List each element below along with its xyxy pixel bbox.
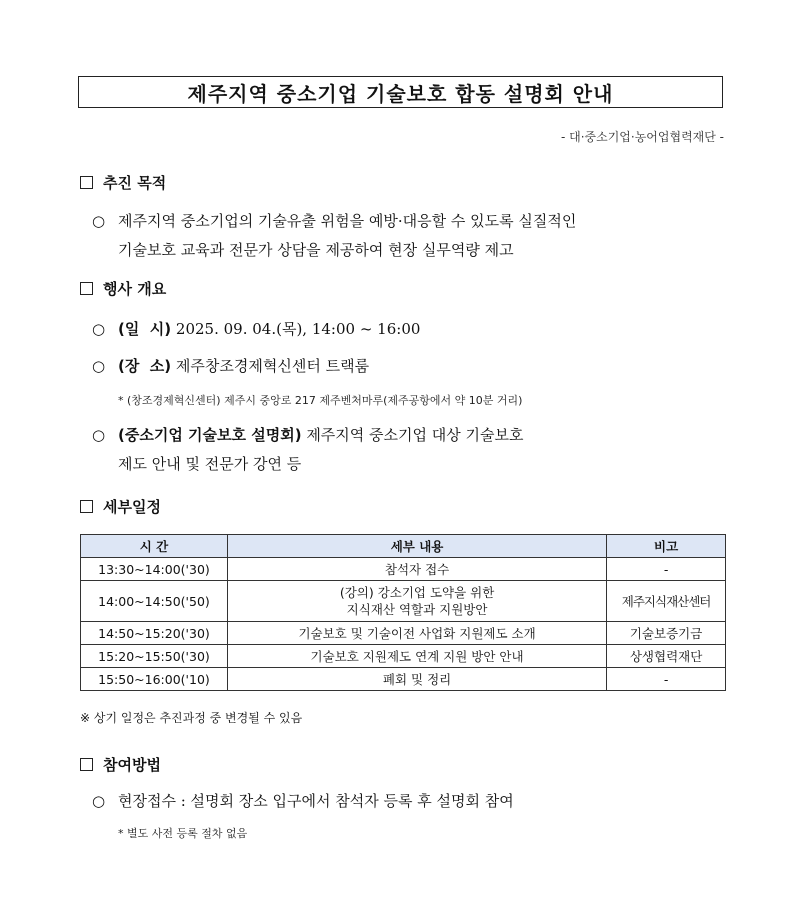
circle-bullet-icon: ○ bbox=[92, 357, 106, 375]
overview-event: ○ (중소기업 기술보호 설명회) 제주지역 중소기업 대상 기술보호 제도 안내 및 전문가 강연 등 bbox=[92, 421, 523, 479]
organizer: - 대·중소기업·농어업협력재단 - bbox=[560, 130, 724, 144]
table-row: 14:00~14:50('50) (강의) 강소기업 도약을 위한 지식재산 역할과 지원방안 제주지식재산센터 bbox=[81, 581, 726, 622]
col-header-note: 비고 bbox=[607, 535, 726, 558]
section-schedule-heading: 세부일정 bbox=[80, 496, 161, 517]
circle-bullet-icon: ○ bbox=[92, 792, 106, 810]
checkbox-square-icon bbox=[80, 282, 93, 295]
table-row: 15:20~15:50('30) 기술보호 지원제도 연계 지원 방안 안내 상생협력재단 bbox=[81, 645, 726, 668]
section-overview-heading: 행사 개요 bbox=[80, 278, 166, 299]
checkbox-square-icon bbox=[80, 176, 93, 189]
place-note: * (창조경제혁신센터) 제주시 중앙로 217 제주벤처마루(제주공항에서 약 10분 거리) bbox=[118, 394, 523, 407]
participation-note: * 별도 사전 등록 절차 없음 bbox=[118, 827, 248, 840]
circle-bullet-icon: ○ bbox=[92, 426, 106, 444]
overview-date: ○ (일 시) 2025. 09. 04.(목), 14:00 ~ 16:00 bbox=[92, 315, 420, 344]
circle-bullet-icon: ○ bbox=[92, 320, 106, 338]
checkbox-square-icon bbox=[80, 758, 93, 771]
table-row: 15:50~16:00('10) 폐회 및 정리 - bbox=[81, 668, 726, 691]
page-title bbox=[78, 76, 723, 108]
participation-bullet: ○ 현장접수 : 설명회 장소 입구에서 참석자 등록 후 설명회 참여 bbox=[92, 787, 514, 816]
col-header-time: 시 간 bbox=[81, 535, 228, 558]
circle-bullet-icon: ○ bbox=[92, 212, 106, 230]
section-participation-heading: 참여방법 bbox=[80, 754, 161, 775]
table-row: 14:50~15:20('30) 기술보호 및 기술이전 사업화 지원제도 소개 기술보증기금 bbox=[81, 622, 726, 645]
table-header-row bbox=[81, 535, 726, 558]
page-title-text: 제주지역 중소기업 기술보호 합동 설명회 안내 bbox=[187, 81, 614, 106]
table-row: 13:30~14:00('30) 참석자 접수 - bbox=[81, 558, 726, 581]
purpose-bullet: ○ 제주지역 중소기업의 기술유출 위험을 예방·대응할 수 있도록 실질적인 기술보호 교육과 전문가 상담을 제공하여 현장 실무역량 제고 bbox=[92, 207, 576, 265]
schedule-footnote: ※ 상기 일정은 추진과정 중 변경될 수 있음 bbox=[80, 711, 303, 725]
schedule-table bbox=[80, 534, 726, 691]
col-header-content: 세부 내용 bbox=[227, 535, 606, 558]
checkbox-square-icon bbox=[80, 500, 93, 513]
section-purpose-heading: 추진 목적 bbox=[80, 172, 166, 193]
overview-place: ○ (장 소) 제주창조경제혁신센터 트랙룸 bbox=[92, 352, 369, 381]
